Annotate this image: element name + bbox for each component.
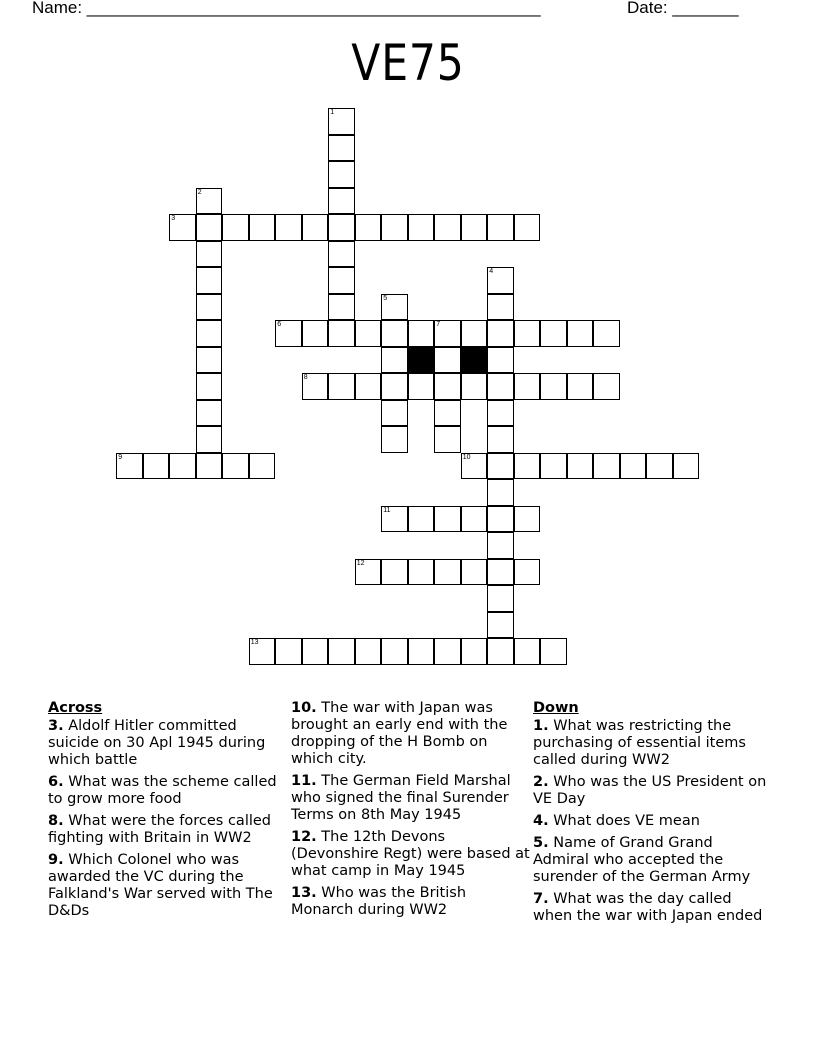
grid-cell[interactable] <box>487 559 514 586</box>
clue-number-label: 10. <box>291 700 317 716</box>
clue-number: 10 <box>462 453 471 461</box>
clue-text: What were the forces called fighting with Britain in WW2 <box>48 813 271 846</box>
grid-cell[interactable] <box>249 638 276 665</box>
grid-cell[interactable] <box>487 400 514 427</box>
down-clue-5 <box>533 835 773 886</box>
grid-cell[interactable] <box>249 214 276 241</box>
grid-cell[interactable] <box>408 320 435 347</box>
grid-cell[interactable] <box>408 214 435 241</box>
grid-cell[interactable] <box>328 267 355 294</box>
clue-number: 1 <box>330 109 335 117</box>
grid-cell[interactable] <box>381 400 408 427</box>
grid-cell[interactable] <box>514 320 541 347</box>
grid-cell[interactable] <box>461 373 488 400</box>
clue-number-label: 4. <box>533 813 549 829</box>
clue-text: What was restricting the purchasing of essential items called during WW2 <box>533 718 746 768</box>
clue-number: 12 <box>356 559 365 567</box>
grid-cell[interactable] <box>487 453 514 480</box>
grid-cell[interactable] <box>487 612 514 639</box>
grid-cell[interactable] <box>355 214 382 241</box>
grid-cell[interactable] <box>540 638 567 665</box>
grid-cell[interactable] <box>196 188 223 215</box>
clue-number: 9 <box>118 453 123 461</box>
page-title: VE75 <box>351 34 465 92</box>
grid-cell[interactable] <box>328 108 355 135</box>
grid-cell[interactable] <box>487 347 514 374</box>
down-heading: Down <box>533 700 579 716</box>
clue-number-label: 12. <box>291 829 317 845</box>
grid-cell[interactable] <box>487 294 514 321</box>
grid-cell[interactable] <box>355 320 382 347</box>
clue-number-label: 8. <box>48 813 64 829</box>
grid-cell[interactable] <box>593 373 620 400</box>
grid-cell[interactable] <box>381 506 408 533</box>
down-clue-2 <box>533 774 773 808</box>
clue-number-label: 13. <box>291 885 317 901</box>
grid-cell[interactable] <box>567 373 594 400</box>
grid-cell[interactable] <box>620 453 647 480</box>
clue-text: The war with Japan was brought an early end with the dropping of the H Bomb on which city. <box>291 700 508 767</box>
grid-cell[interactable] <box>169 214 196 241</box>
grid-cell[interactable] <box>461 559 488 586</box>
black-cell <box>408 347 435 374</box>
clue-text: What was the scheme called to grow more food <box>48 774 277 807</box>
grid-cell[interactable] <box>196 214 223 241</box>
clue-text: Aldolf Hitler committed suicide on 30 Apl 1945 during which battle <box>48 718 266 768</box>
grid-cell[interactable] <box>249 453 276 480</box>
grid-cell[interactable] <box>487 638 514 665</box>
grid-cell[interactable] <box>461 453 488 480</box>
clue-text: What does VE mean <box>548 813 700 829</box>
grid-cell[interactable] <box>169 453 196 480</box>
clue-number: 8 <box>303 374 308 382</box>
clue-number: 7 <box>436 321 441 329</box>
clue-text: The German Field Marshal who signed the final Surender Terms on 8th May 1945 <box>291 773 511 823</box>
clue-number: 2 <box>197 188 202 196</box>
clue-number-label: 7. <box>533 891 549 907</box>
grid-cell[interactable] <box>487 320 514 347</box>
across-clue-6 <box>48 774 288 808</box>
grid-cell[interactable] <box>434 320 461 347</box>
grid-cell[interactable] <box>302 320 329 347</box>
grid-cell[interactable] <box>487 532 514 559</box>
clue-number-label: 11. <box>291 773 317 789</box>
clue-text: Who was the British Monarch during WW2 <box>291 885 467 918</box>
grid-cell[interactable] <box>196 267 223 294</box>
clue-text: Who was the US President on VE Day <box>533 774 767 807</box>
grid-cell[interactable] <box>381 426 408 453</box>
grid-cell[interactable] <box>540 320 567 347</box>
grid-cell[interactable] <box>116 453 143 480</box>
grid-cell[interactable] <box>434 373 461 400</box>
grid-cell[interactable] <box>408 373 435 400</box>
grid-cell[interactable] <box>222 214 249 241</box>
across-heading: Across <box>48 700 103 716</box>
grid-cell[interactable] <box>328 294 355 321</box>
clue-number: 6 <box>277 321 282 329</box>
grid-cell[interactable] <box>540 453 567 480</box>
clues-column-1 <box>48 700 288 925</box>
clue-number: 11 <box>383 506 391 514</box>
clue-text: The 12th Devons (Devonshire Regt) were based at what camp in May 1945 <box>291 829 530 879</box>
grid-cell[interactable] <box>434 214 461 241</box>
across-clue-11 <box>291 773 531 824</box>
grid-cell[interactable] <box>434 638 461 665</box>
grid-cell[interactable] <box>593 320 620 347</box>
across-clue-12 <box>291 829 531 880</box>
grid-cell[interactable] <box>143 453 170 480</box>
grid-cell[interactable] <box>540 373 567 400</box>
clue-number: 13 <box>250 639 259 647</box>
clue-number-label: 6. <box>48 774 64 790</box>
grid-cell[interactable] <box>275 214 302 241</box>
clue-text: What was the day called when the war with Japan ended <box>533 891 763 924</box>
grid-cell[interactable] <box>328 320 355 347</box>
grid-cell[interactable] <box>487 479 514 506</box>
grid-cell[interactable] <box>328 373 355 400</box>
clue-number-label: 3. <box>48 718 64 734</box>
grid-cell[interactable] <box>275 638 302 665</box>
grid-cell[interactable] <box>434 426 461 453</box>
down-clue-1 <box>533 718 773 769</box>
grid-cell[interactable] <box>567 453 594 480</box>
grid-cell[interactable] <box>302 373 329 400</box>
grid-cell[interactable] <box>514 559 541 586</box>
grid-cell[interactable] <box>461 214 488 241</box>
grid-cell[interactable] <box>514 506 541 533</box>
grid-cell[interactable] <box>487 426 514 453</box>
clue-number-label: 2. <box>533 774 549 790</box>
grid-cell[interactable] <box>328 161 355 188</box>
clue-text: Which Colonel who was awarded the VC during the Falkland's War served with The D&Ds <box>48 852 273 919</box>
across-clue-8 <box>48 813 288 847</box>
down-clue-4 <box>533 813 773 830</box>
grid-cell[interactable] <box>196 347 223 374</box>
across-clue-3 <box>48 718 288 769</box>
grid-cell[interactable] <box>408 506 435 533</box>
grid-cell[interactable] <box>328 135 355 162</box>
clue-number: 5 <box>383 294 388 302</box>
grid-cell[interactable] <box>196 294 223 321</box>
clue-number: 3 <box>171 215 176 223</box>
clue-number-label: 1. <box>533 718 549 734</box>
grid-cell[interactable] <box>275 320 302 347</box>
grid-cell[interactable] <box>434 506 461 533</box>
name-field: Name: ________________________________________________ <box>32 0 541 17</box>
clue-text: Name of Grand Grand Admiral who accepted the surender of the German Army <box>533 835 751 885</box>
grid-cell[interactable] <box>461 320 488 347</box>
grid-cell[interactable] <box>328 638 355 665</box>
clue-number-label: 9. <box>48 852 64 868</box>
grid-cell[interactable] <box>673 453 700 480</box>
clues-column-2 <box>291 700 531 924</box>
down-clue-7 <box>533 891 773 925</box>
grid-cell[interactable] <box>196 400 223 427</box>
grid-cell[interactable] <box>302 214 329 241</box>
grid-cell[interactable] <box>328 188 355 215</box>
grid-cell[interactable] <box>222 453 249 480</box>
clue-number-label: 5. <box>533 835 549 851</box>
grid-cell[interactable] <box>196 241 223 268</box>
grid-cell[interactable] <box>196 320 223 347</box>
grid-cell[interactable] <box>381 320 408 347</box>
grid-cell[interactable] <box>381 638 408 665</box>
grid-cell[interactable] <box>593 453 620 480</box>
clue-number: 4 <box>489 268 494 276</box>
grid-cell[interactable] <box>461 506 488 533</box>
grid-cell[interactable] <box>487 214 514 241</box>
grid-cell[interactable] <box>381 373 408 400</box>
across-clue-10 <box>291 700 531 768</box>
grid-cell[interactable] <box>355 638 382 665</box>
grid-cell[interactable] <box>381 559 408 586</box>
grid-cell[interactable] <box>196 453 223 480</box>
grid-cell[interactable] <box>355 559 382 586</box>
grid-cell[interactable] <box>434 559 461 586</box>
across-clue-9 <box>48 852 288 920</box>
clues-column-3 <box>533 700 773 930</box>
grid-cell[interactable] <box>302 638 329 665</box>
grid-cell[interactable] <box>514 373 541 400</box>
grid-cell[interactable] <box>487 585 514 612</box>
across-clue-13 <box>291 885 531 919</box>
grid-cell[interactable] <box>355 373 382 400</box>
grid-cell[interactable] <box>328 241 355 268</box>
grid-cell[interactable] <box>196 373 223 400</box>
grid-cell[interactable] <box>381 214 408 241</box>
grid-cell[interactable] <box>408 638 435 665</box>
grid-cell[interactable] <box>487 267 514 294</box>
grid-cell[interactable] <box>381 347 408 374</box>
grid-cell[interactable] <box>196 426 223 453</box>
grid-cell[interactable] <box>461 638 488 665</box>
grid-cell[interactable] <box>434 400 461 427</box>
grid-cell[interactable] <box>567 320 594 347</box>
grid-cell[interactable] <box>514 453 541 480</box>
grid-cell[interactable] <box>646 453 673 480</box>
grid-cell[interactable] <box>328 214 355 241</box>
black-cell <box>461 347 488 374</box>
grid-cell[interactable] <box>487 373 514 400</box>
grid-cell[interactable] <box>514 214 541 241</box>
grid-cell[interactable] <box>487 506 514 533</box>
grid-cell[interactable] <box>381 294 408 321</box>
grid-cell[interactable] <box>514 638 541 665</box>
grid-cell[interactable] <box>408 559 435 586</box>
crossword-grid <box>117 109 717 669</box>
grid-cell[interactable] <box>434 347 461 374</box>
date-field: Date: _______ <box>627 0 739 17</box>
